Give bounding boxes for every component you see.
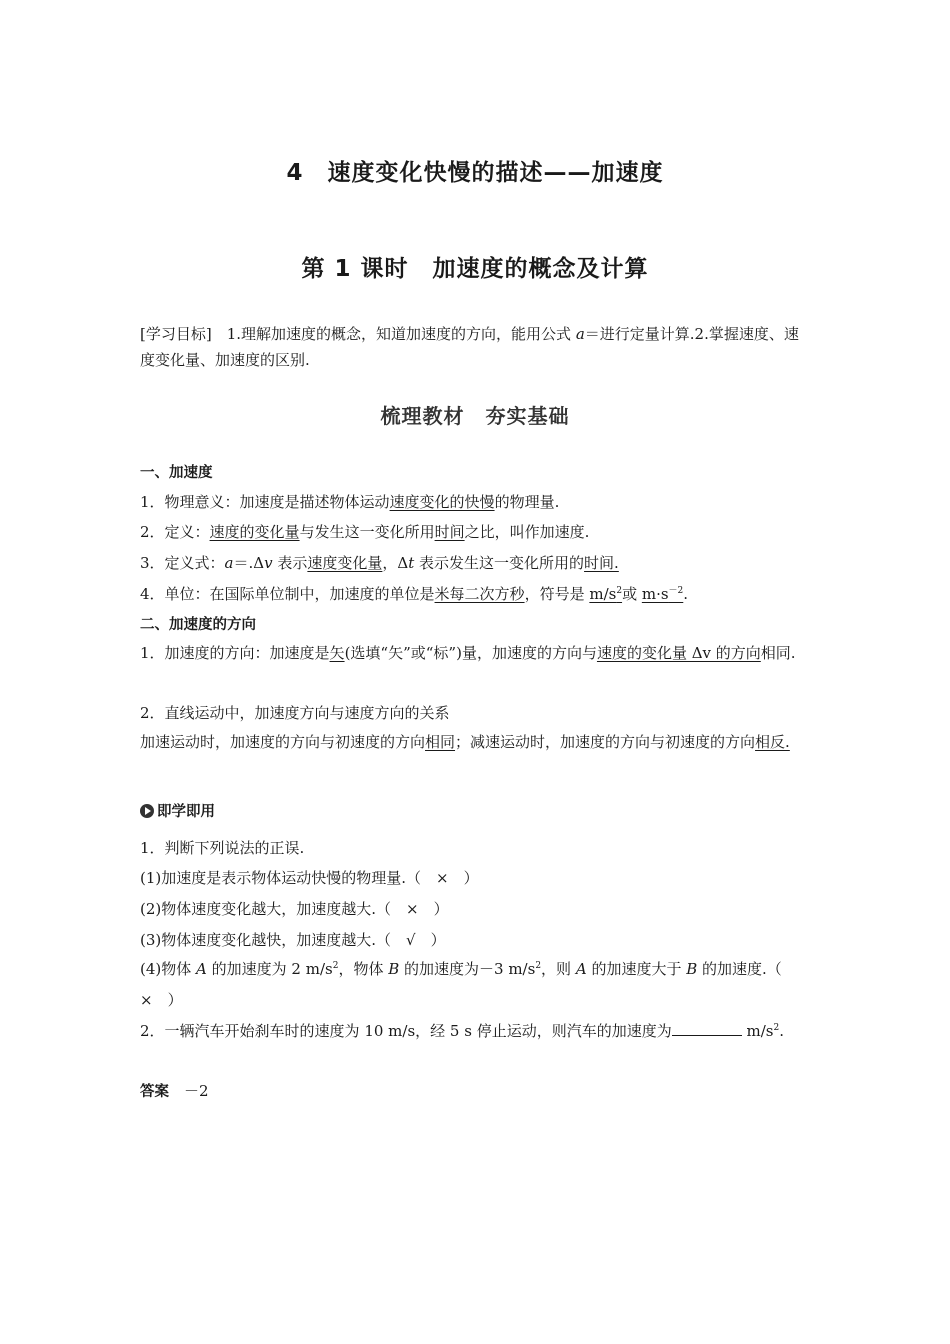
- answer-value: －2: [184, 1082, 209, 1100]
- play-icon: [140, 804, 154, 818]
- part1-item-4: 4．单位：在国际单位制中，加速度的单位是米每二次方秒，符号是 $m/s^2$或 $m\cdot s^{-2}$.: [140, 585, 689, 603]
- answer-label: 答案: [140, 1084, 169, 1100]
- part2-item-1: 1．加速度的方向：加速度是矢(选填“矢”或“标”)量，加速度的方向与速度的变化量 Δv 的方向相同.: [140, 644, 796, 662]
- answer-blank: [672, 1021, 742, 1036]
- practice-heading: 即学即用: [140, 802, 812, 822]
- practice-statement-3: (3)物体速度变化越快，加速度越大.（ √ ）: [140, 931, 446, 949]
- practice-answer: [140, 1081, 812, 1102]
- chapter-title: 4 速度变化快慢的描述——加速度: [286, 160, 664, 186]
- practice-question-1: 1．判断下列说法的正误.: [140, 839, 305, 857]
- section-title: 梳理教材 夯实基础: [380, 404, 570, 428]
- part1-item-1: 1．物理意义：加速度是描述物体运动速度变化的快慢的物理量.: [140, 493, 560, 511]
- part2-item-2: 2．直线运动中，加速度方向与速度方向的关系: [140, 704, 450, 722]
- part1-item-2: 2．定义：速度的变化量与发生这一变化所用时间之比，叫作加速度.: [140, 523, 590, 541]
- practice-question-2: 2．一辆汽车开始刹车时的速度为 10 m/s，经 5 s 停止运动，则汽车的加速度为 $m/s^2$.: [140, 1022, 784, 1040]
- practice-statement-2: (2)物体速度变化越大，加速度越大.（ × ）: [140, 900, 449, 918]
- objectives-label: [学习目标]: [140, 325, 212, 343]
- part2-heading: 二、加速度的方向: [140, 617, 256, 633]
- part2-item-3: 加速运动时，加速度的方向与初速度的方向相同；减速运动时，加速度的方向与初速度的方向相反.: [140, 733, 790, 751]
- practice-statement-1: (1)加速度是表示物体运动快慢的物理量.（ × ）: [140, 869, 479, 887]
- part1-heading: 一、加速度: [140, 465, 213, 481]
- lesson-title: 第 1 课时 加速度的概念及计算: [301, 256, 649, 282]
- part1-item-3: 3．定义式：a＝.Δv 表示速度变化量，Δt 表示发生这一变化所用的时间.: [140, 554, 619, 572]
- learning-objectives: [学习目标] 1.理解加速度的概念，知道加速度的方向，能用公式 a＝进行定量计算.2.掌握速度、速度变化量、加速度的区别.: [140, 325, 799, 369]
- practice-statement-4: (4)物体 A 的加速度为 2 $m/s^2$，物体 B 的加速度为－3 $m/s^2$，则 A 的加速度大于 B 的加速度.（ × ）: [140, 960, 797, 1009]
